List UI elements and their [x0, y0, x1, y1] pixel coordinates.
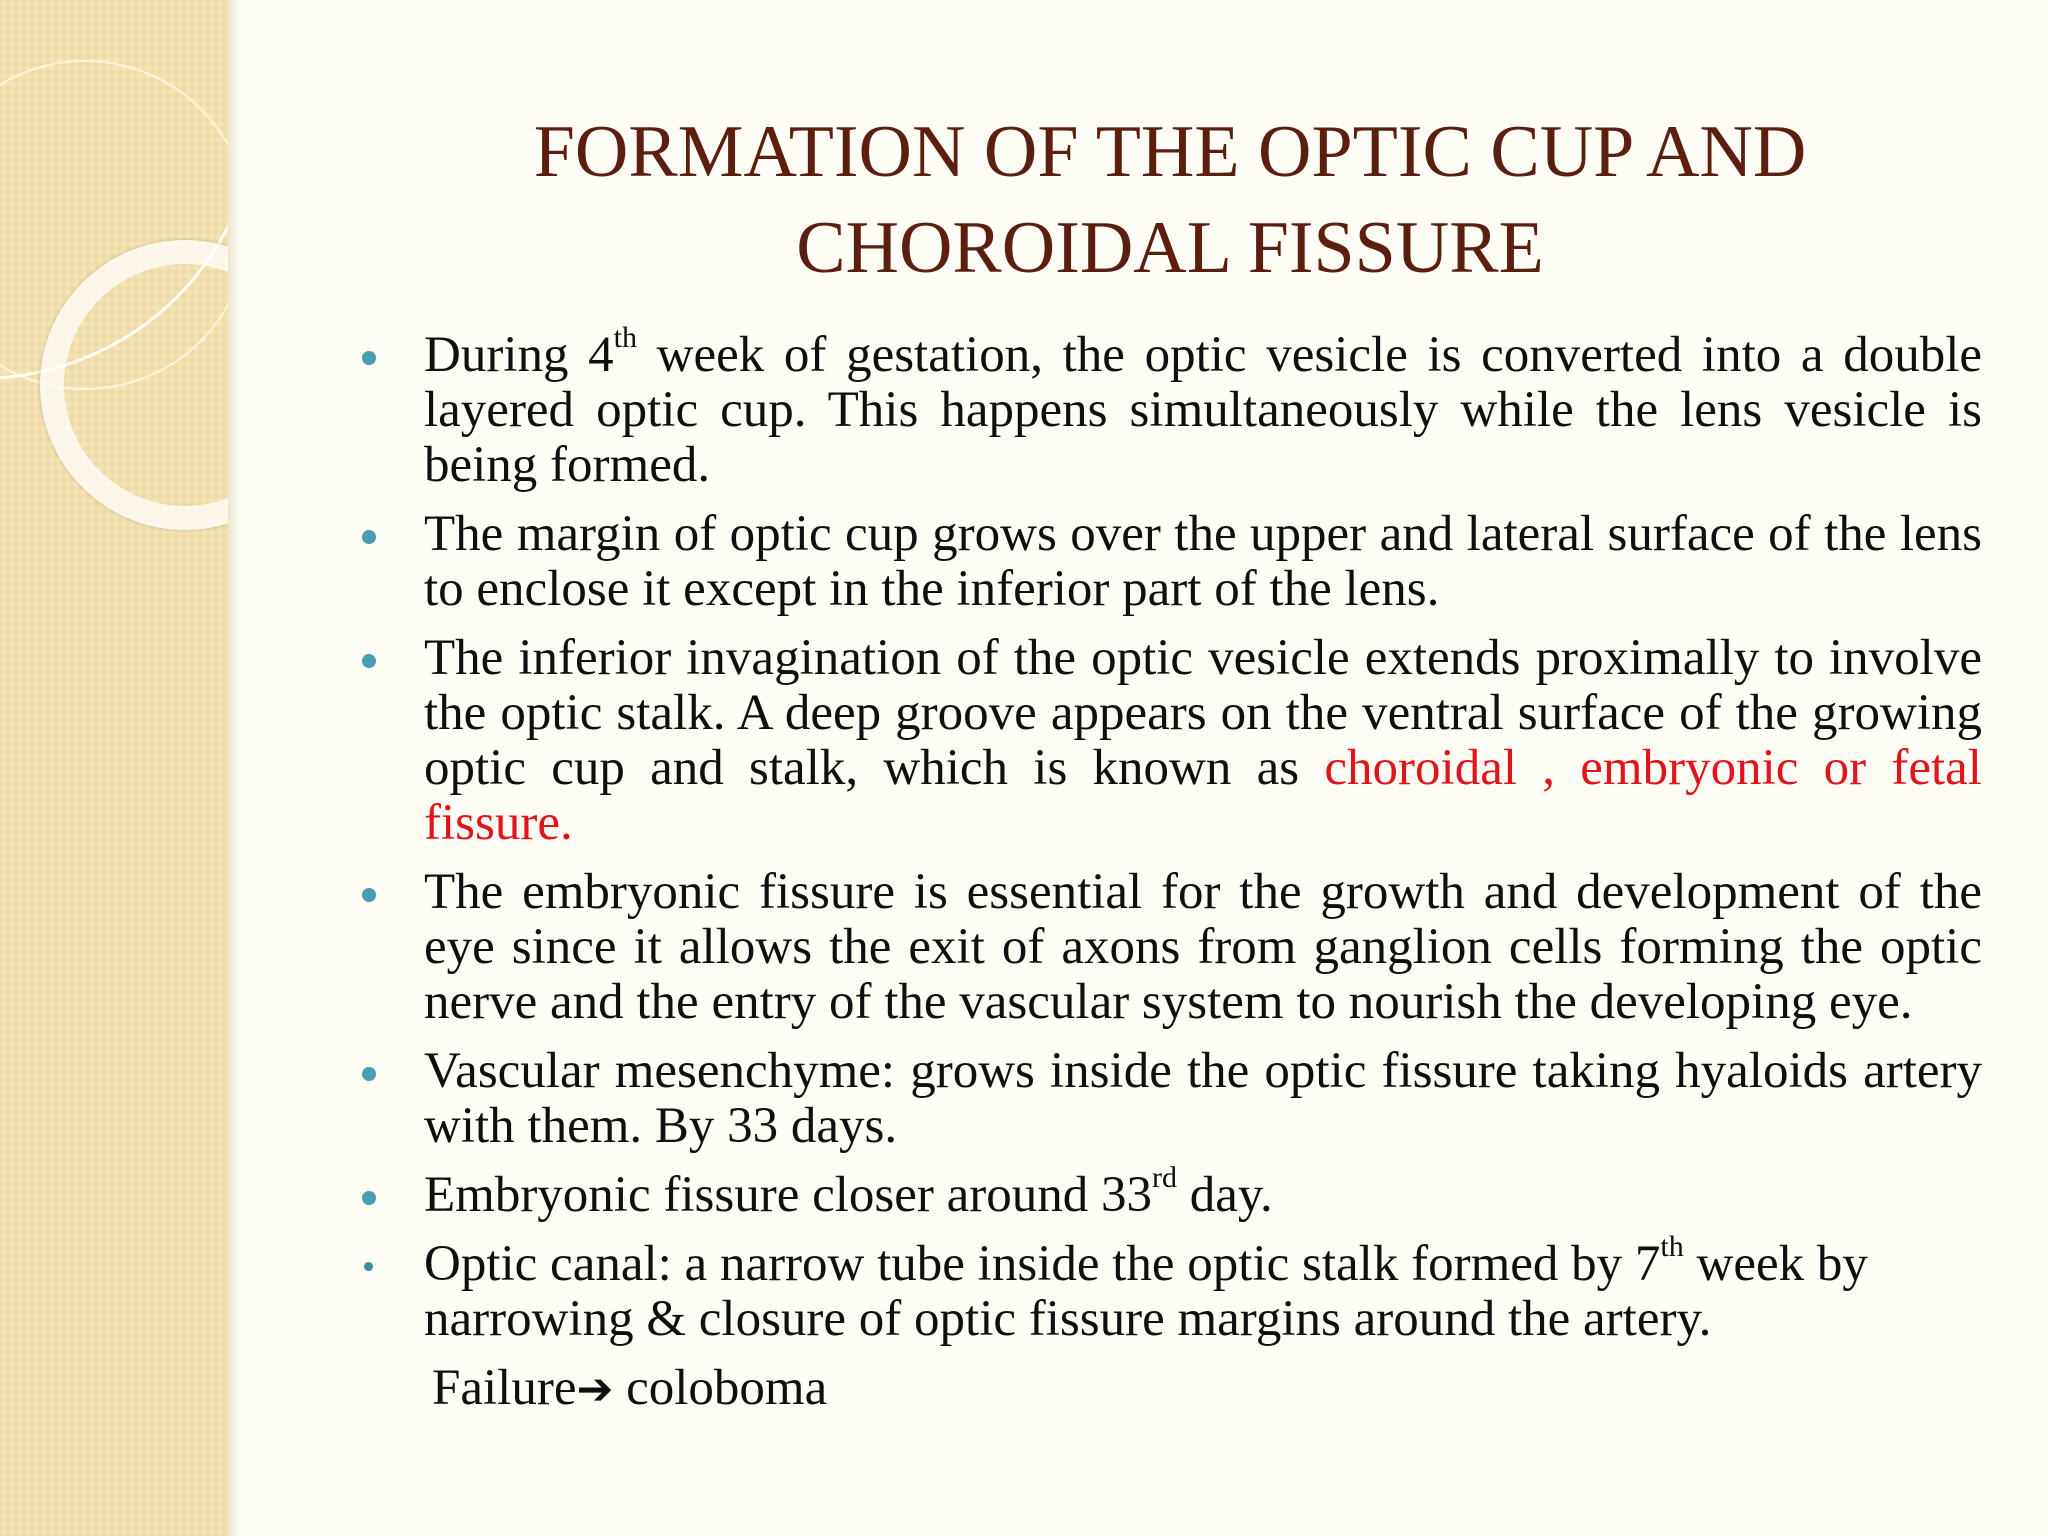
superscript: rd: [1151, 1161, 1177, 1194]
bullet-text: The embryonic fissure is essential for the growth and development of the eye since it allows the exit of axons from ganglion cells forming the optic nerve and the entry of the vascular system to nourish the developing eye.: [424, 864, 1982, 1030]
failure-result: coloboma: [613, 1360, 828, 1416]
bullet-text: week of gestation, the optic vesicle is converted into a double layered optic cup. This happens simultaneously while the lens vesicle is being formed.: [424, 327, 1983, 493]
bullet-item: [352, 1044, 1982, 1154]
highlighted-term: choroidal , embryonic or fetal fissure.: [424, 740, 1982, 851]
bullet-icon: [362, 654, 376, 668]
decorative-sidebar: [0, 0, 228, 1536]
bullet-item: [352, 865, 1982, 1030]
bullet-item: [352, 321, 1983, 493]
bullet-icon: [364, 1262, 373, 1271]
bullet-text: During 4: [424, 327, 614, 383]
superscript: th: [1660, 1230, 1684, 1263]
bullet-text: day.: [1176, 1167, 1273, 1223]
bullet-icon: [362, 351, 376, 365]
bullet-icon: [362, 1191, 376, 1205]
bullet-text: The margin of optic cup grows over the upper and lateral surface of the lens to enclose it except in the inferior part of the lens.: [424, 506, 1982, 617]
bullet-item: [352, 507, 1982, 617]
slide-title: [420, 104, 1920, 296]
bullet-text: week by narrowing & closure of optic fissure margins around the artery.: [424, 1236, 1868, 1347]
bullet-text: Optic canal: a narrow tube inside the optic stalk formed by 7: [424, 1236, 1661, 1292]
bullet-icon: [362, 1067, 376, 1081]
sidebar-edge: [228, 0, 238, 1536]
slide-title-line-1: FORMATION OF THE OPTIC CUP AND: [533, 111, 1807, 193]
failure-label: Failure: [432, 1360, 577, 1416]
bullet-list: [352, 321, 1983, 1417]
bullet-item: [352, 1161, 1982, 1223]
bullet-icon: [362, 530, 376, 544]
right-arrow-icon: ➔: [576, 1364, 614, 1415]
bullet-item: [352, 1230, 1982, 1347]
bullet-item: [352, 631, 1982, 851]
failure-note: [432, 1361, 1982, 1417]
slide-title-line-2: CHOROIDAL FISSURE: [796, 207, 1544, 289]
bullet-text: Embryonic fissure closer around 33: [424, 1167, 1152, 1223]
superscript: th: [613, 321, 637, 354]
bullet-text: The inferior invagination of the optic vesicle extends proximally to involve the optic stalk. A deep groove appears on the ventral surface of the growing optic cup and stalk, which is known as: [424, 630, 1982, 796]
bullet-icon: [362, 888, 376, 902]
bullet-text: Vascular mesenchyme: grows inside the optic fissure taking hyaloids artery with them. By 33 days.: [424, 1043, 1982, 1154]
